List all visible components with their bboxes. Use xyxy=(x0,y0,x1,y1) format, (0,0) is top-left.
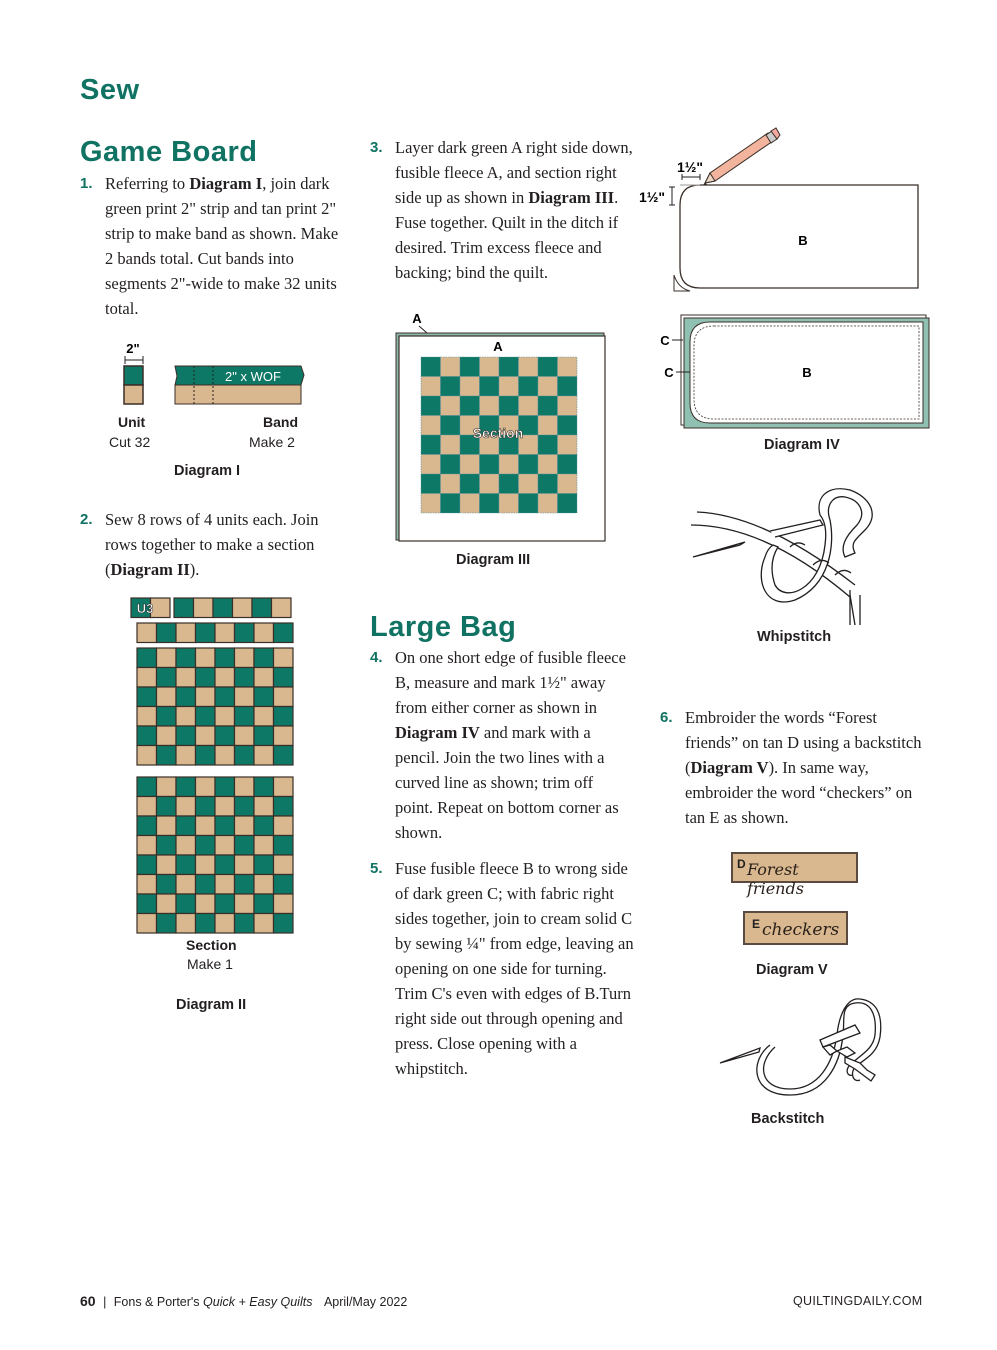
checker-square xyxy=(519,455,539,475)
checker-square xyxy=(157,836,177,856)
checker-square xyxy=(421,494,441,514)
diagram-reference: Diagram IV xyxy=(395,723,480,742)
checker-square xyxy=(235,623,255,643)
checker-square xyxy=(157,668,177,688)
section-subtitle: Make 1 xyxy=(187,956,233,972)
label-c-1: C xyxy=(660,333,670,348)
checker-square xyxy=(215,623,235,643)
checker-square xyxy=(274,914,294,934)
checker-square xyxy=(215,707,235,727)
checker-square xyxy=(274,726,294,746)
checker-square xyxy=(157,687,177,707)
section-center-label: Section xyxy=(472,425,524,441)
checker-square xyxy=(235,746,255,766)
checker-square xyxy=(157,746,177,766)
checker-square xyxy=(499,494,519,514)
checker-square xyxy=(196,687,216,707)
checker-square xyxy=(274,855,294,875)
checker-square xyxy=(215,855,235,875)
checker-square xyxy=(176,914,196,934)
checker-square xyxy=(480,494,500,514)
checker-square xyxy=(499,357,519,377)
checker-square xyxy=(499,396,519,416)
section-label: Section xyxy=(186,937,237,953)
checker-square xyxy=(441,474,461,494)
unit-dimension: 2" xyxy=(126,341,140,356)
checker-square xyxy=(421,474,441,494)
checker-square xyxy=(460,494,480,514)
step-text: Fuse fusible fleece B to wrong side of dark green C; with fabric right sides together, join to cream solid C by sewing ¼" from edge, leaving an opening on one side for turning. Trim C's even with edges of B.Turn right side out through opening and press. Close opening with a whipstitch. xyxy=(395,859,634,1078)
footer-left xyxy=(80,1293,407,1309)
unit-tan-square xyxy=(124,385,143,404)
diagram-4-caption: Diagram IV xyxy=(764,437,840,453)
checker-square xyxy=(196,797,216,817)
checker-square xyxy=(196,707,216,727)
step-6 xyxy=(660,705,930,835)
unit-green-square xyxy=(124,366,143,385)
checker-square xyxy=(274,746,294,766)
checker-square xyxy=(538,416,558,436)
checker-square xyxy=(519,474,539,494)
checker-square xyxy=(196,875,216,895)
page-number: 60 xyxy=(80,1293,96,1309)
diagram-1-caption: Diagram I xyxy=(174,463,241,479)
checker-square xyxy=(157,797,177,817)
diagram-2 xyxy=(125,596,305,1016)
step-text: Layer dark green A right side down, fusible fleece A, and section right side up as shown in Diagram III. Fuse together. Quilt in the ditch if desired. Trim excess fleece and backing; bind the quilt. xyxy=(395,138,633,282)
checker-square xyxy=(421,396,441,416)
step-number: 4. xyxy=(370,649,383,666)
publication-title-italic: Quick + Easy Quilts xyxy=(203,1295,313,1309)
diagram-2-art xyxy=(125,596,305,936)
pencil-icon xyxy=(702,128,780,186)
checker-square xyxy=(460,396,480,416)
checker-square xyxy=(176,623,196,643)
whipstitch-art xyxy=(685,485,885,625)
checker-square xyxy=(137,894,157,914)
checker-square xyxy=(157,914,177,934)
diagram-3 xyxy=(390,310,620,575)
unit-tag: U3 xyxy=(136,601,154,616)
backstitch-illustration xyxy=(715,995,885,1130)
patch-d-letter: D xyxy=(737,857,746,871)
checker-square xyxy=(196,855,216,875)
checker-square xyxy=(157,648,177,668)
checker-square xyxy=(538,455,558,475)
checker-square xyxy=(235,797,255,817)
section-title: Sew xyxy=(80,74,140,106)
diagram-1 xyxy=(105,335,325,485)
checker-square xyxy=(235,875,255,895)
checker-square xyxy=(137,816,157,836)
diagram-reference: Diagram I xyxy=(189,174,263,193)
checker-square xyxy=(499,455,519,475)
checker-square xyxy=(254,894,274,914)
checker-square xyxy=(254,816,274,836)
checker-square xyxy=(274,687,294,707)
step-4 xyxy=(370,645,640,845)
checker-square xyxy=(233,598,253,618)
patch-d-text: Forest friends xyxy=(747,860,804,898)
checker-square xyxy=(421,377,441,397)
checker-square xyxy=(441,455,461,475)
label-b-bottom: B xyxy=(802,365,812,380)
checker-square xyxy=(460,377,480,397)
checker-square xyxy=(157,816,177,836)
checker-square xyxy=(215,797,235,817)
checker-square xyxy=(558,474,578,494)
backstitch-caption: Backstitch xyxy=(751,1111,825,1127)
checker-square xyxy=(480,357,500,377)
step-1 xyxy=(80,171,350,321)
checker-square xyxy=(441,416,461,436)
step-number: 6. xyxy=(660,709,673,726)
checker-square xyxy=(538,494,558,514)
diagram-4 xyxy=(630,125,940,465)
checker-square xyxy=(176,894,196,914)
checker-square xyxy=(558,396,578,416)
checker-square xyxy=(274,623,294,643)
checker-square xyxy=(176,855,196,875)
step-number: 3. xyxy=(370,139,383,156)
checker-square xyxy=(194,598,214,618)
checker-square xyxy=(460,455,480,475)
checker-square xyxy=(213,598,233,618)
diagram-2-caption: Diagram II xyxy=(176,997,247,1013)
checker-square xyxy=(519,494,539,514)
checker-square xyxy=(196,746,216,766)
band-label: 2" x WOF xyxy=(225,369,281,384)
step-text: On one short edge of fusible fleece B, measure and mark 1½" away from either corner as shown in Diagram IV and mark with a pencil. Join the two lines with a curved line as shown; trim off point. Repeat on bottom corner as shown. xyxy=(395,648,626,842)
whipstitch-illustration xyxy=(685,485,885,655)
label-d-patch xyxy=(731,852,858,898)
checker-square xyxy=(538,474,558,494)
checker-square xyxy=(441,494,461,514)
checker-square xyxy=(137,855,157,875)
checker-square xyxy=(137,687,157,707)
checker-square xyxy=(137,707,157,727)
checker-square xyxy=(274,707,294,727)
checker-square xyxy=(480,455,500,475)
checker-square xyxy=(176,777,196,797)
checker-square xyxy=(254,623,274,643)
checker-square xyxy=(137,623,157,643)
checker-square xyxy=(215,836,235,856)
checker-square xyxy=(215,894,235,914)
checker-square xyxy=(137,777,157,797)
diagram-reference: Diagram V xyxy=(690,758,769,777)
checker-square xyxy=(254,777,274,797)
patch-e-text: checkers xyxy=(762,920,840,940)
dimension-side: 1½" xyxy=(638,189,666,205)
label-c-2: C xyxy=(664,365,674,380)
checker-square xyxy=(558,494,578,514)
checker-square xyxy=(538,435,558,455)
label-b-top: B xyxy=(798,233,808,248)
checker-square xyxy=(538,396,558,416)
footer-website: QUILTINGDAILY.COM xyxy=(793,1294,923,1308)
checker-square xyxy=(519,357,539,377)
checker-square xyxy=(196,726,216,746)
checker-square xyxy=(157,707,177,727)
checker-square xyxy=(151,598,171,618)
checker-square xyxy=(137,914,157,934)
checker-square xyxy=(441,435,461,455)
checker-square xyxy=(441,357,461,377)
checker-square xyxy=(519,377,539,397)
checker-square xyxy=(254,707,274,727)
checker-square xyxy=(272,598,292,618)
diagram-1-art xyxy=(105,335,325,415)
checker-square xyxy=(137,648,157,668)
step-number: 2. xyxy=(80,511,93,528)
checker-square xyxy=(274,668,294,688)
checker-square xyxy=(558,416,578,436)
checker-square xyxy=(235,668,255,688)
checker-square xyxy=(196,777,216,797)
checker-square xyxy=(558,357,578,377)
checker-square xyxy=(254,914,274,934)
checker-square xyxy=(157,726,177,746)
checker-square xyxy=(441,377,461,397)
unit-title: Unit xyxy=(118,414,146,430)
checker-square xyxy=(176,687,196,707)
band-subtitle: Make 2 xyxy=(249,434,295,450)
checker-square xyxy=(176,746,196,766)
checker-square xyxy=(215,687,235,707)
checker-square xyxy=(176,836,196,856)
diagram-5-caption: Diagram V xyxy=(756,962,828,978)
checker-square xyxy=(538,357,558,377)
checker-square xyxy=(235,914,255,934)
checker-square xyxy=(235,836,255,856)
checker-square xyxy=(235,777,255,797)
checker-square xyxy=(235,855,255,875)
checker-square xyxy=(176,797,196,817)
publication-name: Fons & Porter's xyxy=(113,1295,204,1309)
checker-square xyxy=(274,894,294,914)
checker-square xyxy=(254,875,274,895)
checker-square xyxy=(157,623,177,643)
step-text: Sew 8 rows of 4 units each. Join rows together to make a section (Diagram II). xyxy=(105,510,319,579)
footer-separator: | xyxy=(103,1295,107,1309)
checker-square xyxy=(421,435,441,455)
checker-square xyxy=(215,777,235,797)
checker-square xyxy=(519,396,539,416)
checker-square xyxy=(174,598,194,618)
checker-square xyxy=(176,668,196,688)
checker-square xyxy=(137,875,157,895)
diagram-4-art xyxy=(630,125,940,435)
checker-square xyxy=(274,816,294,836)
checker-square xyxy=(176,648,196,668)
checker-square xyxy=(157,855,177,875)
diagram-reference: Diagram III xyxy=(528,188,615,207)
checker-square xyxy=(196,668,216,688)
checker-square xyxy=(137,746,157,766)
step-number: 1. xyxy=(80,175,93,192)
checker-square xyxy=(538,377,558,397)
checker-square xyxy=(460,474,480,494)
checker-square xyxy=(157,894,177,914)
diagram-5 xyxy=(730,851,870,986)
checker-square xyxy=(157,875,177,895)
checker-square xyxy=(176,726,196,746)
checker-square xyxy=(480,474,500,494)
checker-square xyxy=(421,455,441,475)
label-a-inner: A xyxy=(493,339,503,354)
checker-square xyxy=(274,648,294,668)
step-3 xyxy=(370,135,640,315)
checker-square xyxy=(254,836,274,856)
patch-e-letter: E xyxy=(752,917,761,931)
checker-square xyxy=(215,816,235,836)
checker-square xyxy=(480,377,500,397)
checker-square xyxy=(558,435,578,455)
checker-square xyxy=(274,836,294,856)
band-title: Band xyxy=(263,414,298,430)
checker-square xyxy=(235,687,255,707)
checker-square xyxy=(215,648,235,668)
diagram-3-art xyxy=(390,310,620,550)
checker-square xyxy=(176,875,196,895)
checker-square xyxy=(254,687,274,707)
whipstitch-caption: Whipstitch xyxy=(757,629,832,645)
checker-square xyxy=(196,623,216,643)
step-text: Referring to Diagram I, join dark green print 2" strip and tan print 2" strip to make band as shown. Make 2 bands total. Cut bands into segments 2"-wide to make 32 units total. xyxy=(105,174,339,318)
diagram-3-caption: Diagram III xyxy=(456,552,531,568)
step-text: Embroider the words “Forest friends” on tan D using a backstitch (Diagram V). In same way, embroider the word “checkers” on tan E as shown. xyxy=(685,708,922,827)
checker-square xyxy=(196,836,216,856)
checker-square xyxy=(196,648,216,668)
checker-square xyxy=(558,455,578,475)
checker-square xyxy=(137,836,157,856)
checker-square xyxy=(254,746,274,766)
backstitch-art xyxy=(715,995,885,1105)
checker-square xyxy=(499,474,519,494)
checker-square xyxy=(215,875,235,895)
dimension-top: 1½" xyxy=(676,159,704,175)
checker-square xyxy=(137,797,157,817)
step-2 xyxy=(80,507,350,587)
checker-square xyxy=(274,797,294,817)
checker-square xyxy=(196,894,216,914)
checker-square xyxy=(137,668,157,688)
checker-square xyxy=(499,377,519,397)
checker-square xyxy=(196,816,216,836)
step-5 xyxy=(370,856,640,1116)
checker-square xyxy=(252,598,272,618)
checker-square xyxy=(254,668,274,688)
checker-square xyxy=(235,648,255,668)
checker-square xyxy=(460,357,480,377)
issue-date: April/May 2022 xyxy=(323,1295,408,1309)
checker-square xyxy=(215,914,235,934)
checker-square xyxy=(196,914,216,934)
checker-square xyxy=(421,357,441,377)
checker-square xyxy=(157,777,177,797)
diagram-reference: Diagram II xyxy=(110,560,190,579)
checker-square xyxy=(215,726,235,746)
checker-square xyxy=(558,377,578,397)
checker-square xyxy=(480,396,500,416)
game-board-heading: Game Board xyxy=(80,136,258,168)
large-bag-heading: Large Bag xyxy=(370,611,517,643)
checker-square xyxy=(254,648,274,668)
checker-square xyxy=(137,726,157,746)
unit-subtitle: Cut 32 xyxy=(109,434,151,450)
label-e-patch xyxy=(743,911,848,945)
checker-square xyxy=(274,875,294,895)
checker-square xyxy=(235,894,255,914)
checker-square xyxy=(254,797,274,817)
checker-square xyxy=(421,416,441,436)
checker-square xyxy=(235,816,255,836)
checker-square xyxy=(274,777,294,797)
checker-square xyxy=(254,855,274,875)
label-a-outer: A xyxy=(412,311,422,326)
checker-square xyxy=(235,726,255,746)
checker-square xyxy=(176,816,196,836)
checker-square xyxy=(215,668,235,688)
checker-square xyxy=(254,726,274,746)
checker-square xyxy=(215,746,235,766)
checker-square xyxy=(176,707,196,727)
checker-square xyxy=(441,396,461,416)
step-number: 5. xyxy=(370,860,383,877)
checker-square xyxy=(235,707,255,727)
